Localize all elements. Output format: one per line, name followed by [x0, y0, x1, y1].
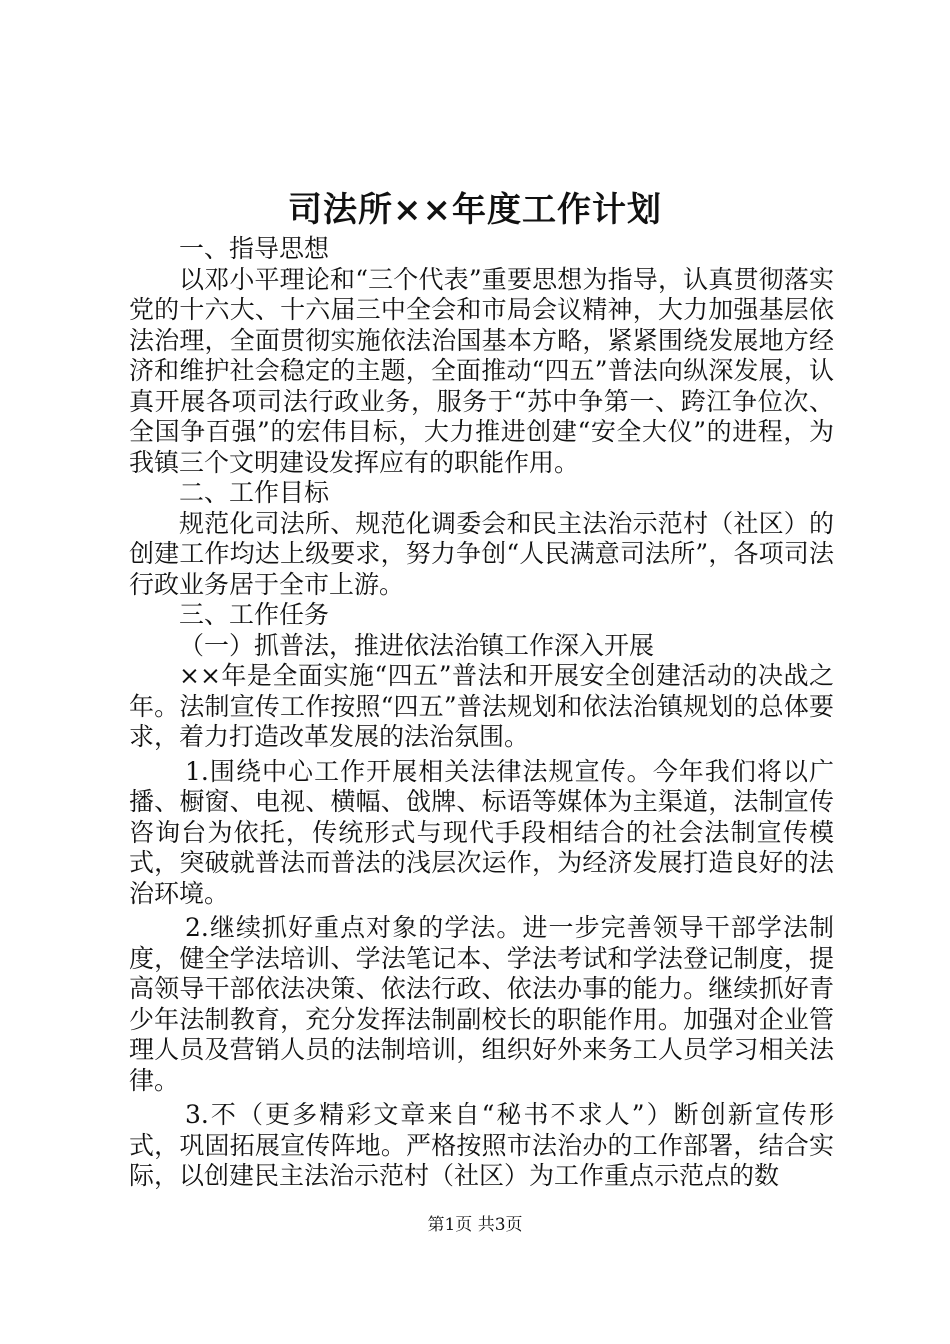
list-item-3: 3.不（更多精彩文章来自“秘书不求人”）断创新宣传形式，巩固拓展宣传阵地。严格按照市法治办的工作部署，结合实际，以创建民主法治示范村（社区）为工作重点示范点的数	[129, 1100, 834, 1190]
document-body	[129, 234, 834, 1192]
list-item-1: 1.围绕中心工作开展相关法律法规宣传。今年我们将以广播、橱窗、电视、横幅、戗牌、标语等媒体为主渠道，法制宣传咨询台为依托，传统形式与现代手段相结合的社会法制宣传模式，突破就普法而普法的浅层次运作，为经济发展打造良好的法治环境。	[129, 756, 834, 908]
subsection-heading-legal-education: （一）抓普法，推进依法治镇工作深入开展	[179, 630, 655, 660]
paragraph-legal-education: ××年是全面实施“四五”普法和开展安全创建活动的决战之年。法制宣传工作按照“四五”普法规划和依法治镇规划的总体要求，着力打造改革发展的法治氛围。	[129, 661, 834, 751]
document-title: 司法所××年度工作计划	[288, 190, 662, 230]
list-item-2: 2.继续抓好重点对象的学法。进一步完善领导干部学法制度，健全学法培训、学法笔记本、学法考试和学法登记制度，提高领导干部依法决策、依法行政、依法办事的能力。继续抓好青少年法制教育，充分发挥法制副校长的职能作用。加强对企业管理人员及营销人员的法制培训，组织好外来务工人员学习相关法律。	[129, 913, 834, 1095]
paragraph-work-goals: 规范化司法所、规范化调委会和民主法治示范村（社区）的创建工作均达上级要求，努力争创“人民满意司法所”，各项司法行政业务居于全市上游。	[129, 508, 834, 599]
section-heading-work-goals: 二、工作目标	[179, 478, 330, 507]
page-footer: 第1页 共3页	[427, 1215, 523, 1235]
section-heading-guiding-ideology: 一、指导思想	[179, 234, 330, 263]
paragraph-guiding-ideology: 以邓小平理论和“三个代表”重要思想为指导，认真贯彻落实党的十六大、十六届三中全会和市局会议精神，大力加强基层依法治理，全面贯彻实施依法治国基本方略，紧紧围绕发展地方经济和维护社会稳定的主题，全面推动“四五”普法向纵深发展，认真开展各项司法行政业务，服务于“苏中争第一、跨江争位次、全国争百强”的宏伟目标，大力推进创建“安全大仪”的进程，为我镇三个文明建设发挥应有的职能作用。	[129, 264, 834, 477]
section-heading-work-tasks: 三、工作任务	[179, 600, 330, 629]
